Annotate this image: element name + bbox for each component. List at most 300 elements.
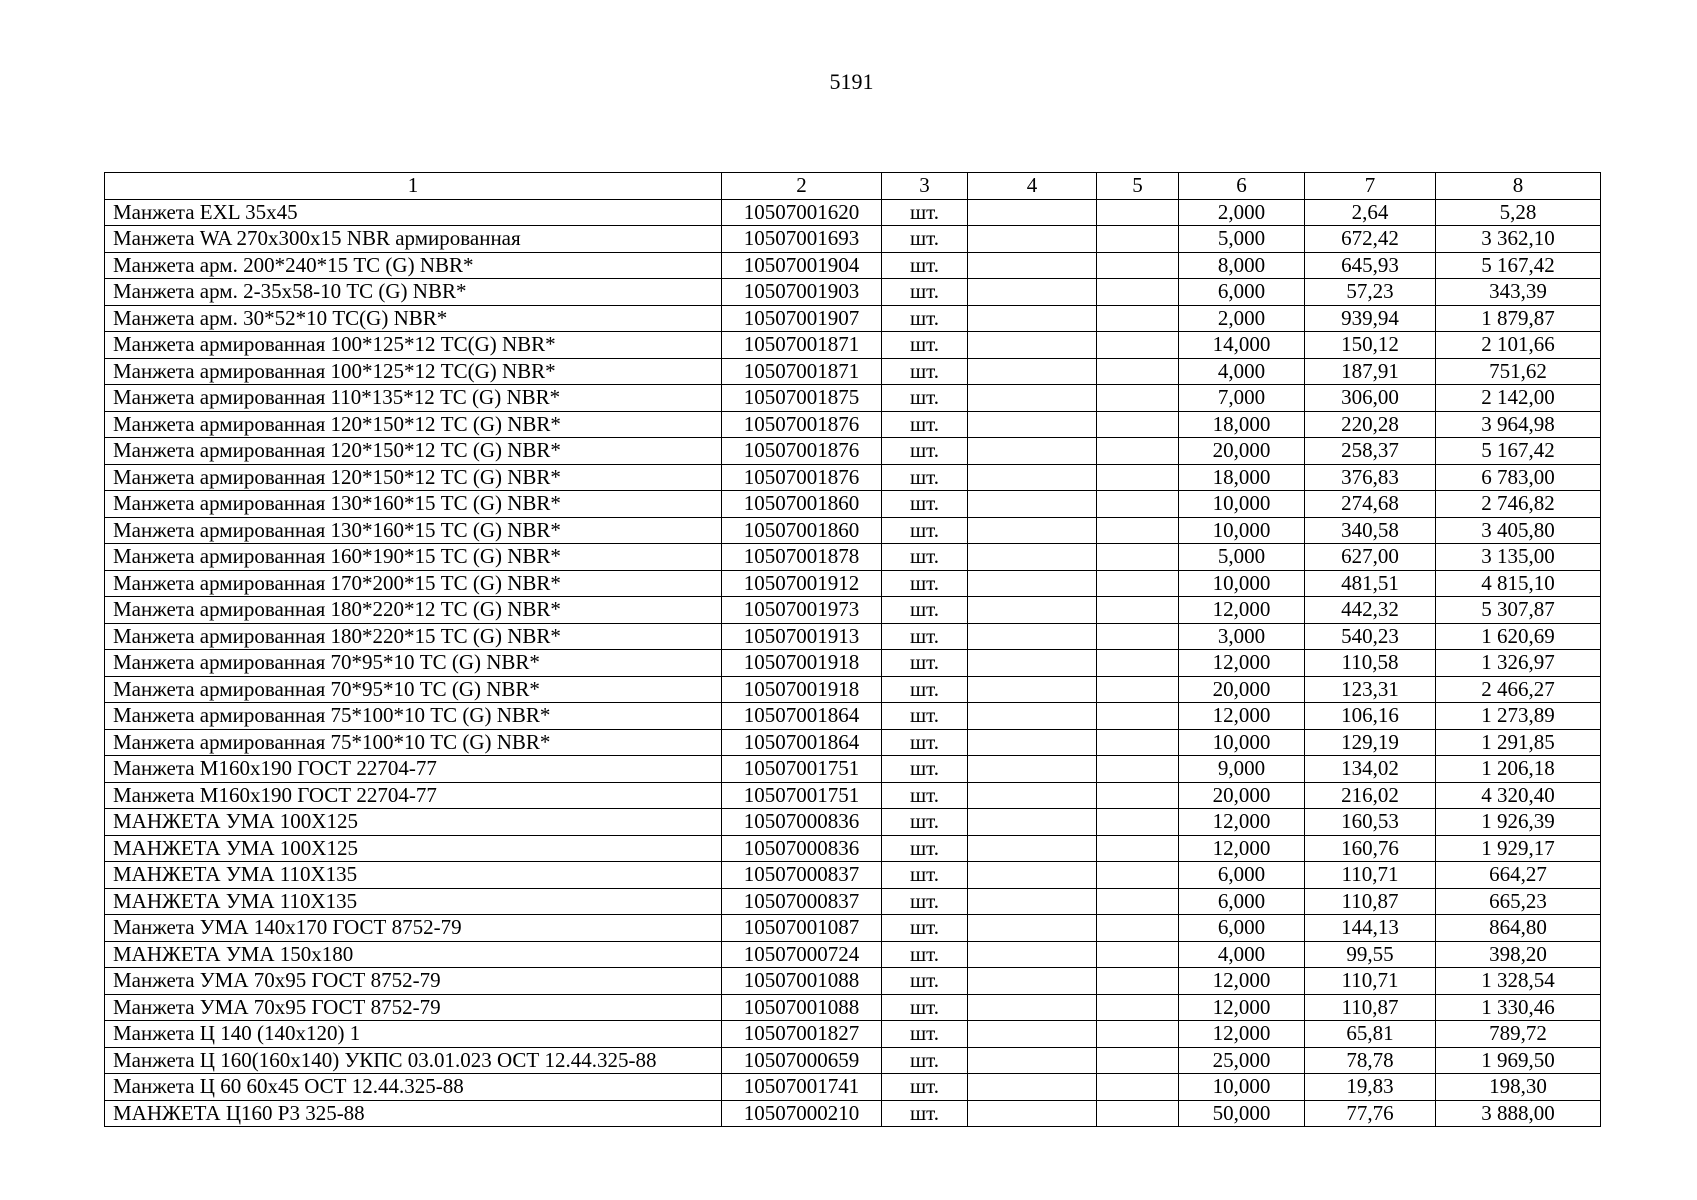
item-price-cell: 129,19 — [1305, 729, 1436, 756]
table-row — [105, 570, 1601, 597]
item-unit-cell: шт. — [882, 809, 968, 836]
item-unit-cell: шт. — [882, 279, 968, 306]
item-quantity-cell: 18,000 — [1179, 411, 1305, 438]
table-row — [105, 279, 1601, 306]
item-quantity-cell: 6,000 — [1179, 279, 1305, 306]
item-sum-cell: 3 405,80 — [1436, 517, 1601, 544]
item-code-cell: 10507001620 — [722, 199, 882, 226]
item-col4-cell — [968, 279, 1097, 306]
item-unit-cell: шт. — [882, 491, 968, 518]
item-col4-cell — [968, 411, 1097, 438]
item-price-cell: 481,51 — [1305, 570, 1436, 597]
table-row — [105, 835, 1601, 862]
item-sum-cell: 5 167,42 — [1436, 438, 1601, 465]
item-quantity-cell: 12,000 — [1179, 809, 1305, 836]
item-quantity-cell: 5,000 — [1179, 226, 1305, 253]
item-name-cell: Манжета армированная 100*125*12 TC(G) NBR* — [105, 332, 722, 359]
item-col4-cell — [968, 994, 1097, 1021]
item-col4-cell — [968, 1047, 1097, 1074]
item-code-cell: 10507001903 — [722, 279, 882, 306]
item-col5-cell — [1097, 941, 1179, 968]
item-sum-cell: 1 330,46 — [1436, 994, 1601, 1021]
item-name-cell: Манжета армированная 170*200*15 TC (G) NBR* — [105, 570, 722, 597]
table-row — [105, 438, 1601, 465]
item-unit-cell: шт. — [882, 1047, 968, 1074]
item-sum-cell: 398,20 — [1436, 941, 1601, 968]
item-code-cell: 10507001871 — [722, 332, 882, 359]
item-col4-cell — [968, 968, 1097, 995]
item-name-cell: МАНЖЕТА Ц160 Р3 325-88 — [105, 1100, 722, 1127]
item-quantity-cell: 12,000 — [1179, 968, 1305, 995]
item-price-cell: 220,28 — [1305, 411, 1436, 438]
item-col5-cell — [1097, 570, 1179, 597]
item-col5-cell — [1097, 915, 1179, 942]
item-quantity-cell: 5,000 — [1179, 544, 1305, 571]
item-unit-cell: шт. — [882, 676, 968, 703]
item-code-cell: 10507001876 — [722, 438, 882, 465]
item-quantity-cell: 2,000 — [1179, 199, 1305, 226]
item-col4-cell — [968, 1100, 1097, 1127]
item-name-cell: МАНЖЕТА УМА 100Х125 — [105, 835, 722, 862]
item-unit-cell: шт. — [882, 517, 968, 544]
item-quantity-cell: 20,000 — [1179, 438, 1305, 465]
header-col-2: 2 — [722, 173, 882, 200]
item-name-cell: Манжета Ц 140 (140х120) 1 — [105, 1021, 722, 1048]
item-unit-cell: шт. — [882, 994, 968, 1021]
item-name-cell: Манжета армированная 70*95*10 TC (G) NBR* — [105, 676, 722, 703]
item-unit-cell: шт. — [882, 915, 968, 942]
item-sum-cell: 1 929,17 — [1436, 835, 1601, 862]
item-code-cell: 10507001864 — [722, 703, 882, 730]
table-row — [105, 888, 1601, 915]
table-row — [105, 1100, 1601, 1127]
table-row — [105, 544, 1601, 571]
item-unit-cell: шт. — [882, 438, 968, 465]
table-row — [105, 676, 1601, 703]
item-quantity-cell: 2,000 — [1179, 305, 1305, 332]
item-col4-cell — [968, 650, 1097, 677]
item-unit-cell: шт. — [882, 862, 968, 889]
header-col-5: 5 — [1097, 173, 1179, 200]
item-code-cell: 10507001088 — [722, 994, 882, 1021]
item-quantity-cell: 12,000 — [1179, 650, 1305, 677]
item-name-cell: Манжета армированная 120*150*12 TC (G) NBR* — [105, 438, 722, 465]
item-code-cell: 10507001912 — [722, 570, 882, 597]
item-col5-cell — [1097, 650, 1179, 677]
item-sum-cell: 751,62 — [1436, 358, 1601, 385]
item-col4-cell — [968, 464, 1097, 491]
item-code-cell: 10507001751 — [722, 756, 882, 783]
item-unit-cell: шт. — [882, 464, 968, 491]
item-quantity-cell: 9,000 — [1179, 756, 1305, 783]
item-unit-cell: шт. — [882, 226, 968, 253]
item-col5-cell — [1097, 782, 1179, 809]
item-sum-cell: 1 273,89 — [1436, 703, 1601, 730]
item-quantity-cell: 12,000 — [1179, 597, 1305, 624]
item-col5-cell — [1097, 226, 1179, 253]
item-col5-cell — [1097, 729, 1179, 756]
item-col4-cell — [968, 835, 1097, 862]
item-code-cell: 10507001913 — [722, 623, 882, 650]
item-code-cell: 10507001878 — [722, 544, 882, 571]
item-quantity-cell: 14,000 — [1179, 332, 1305, 359]
table-row — [105, 385, 1601, 412]
item-price-cell: 65,81 — [1305, 1021, 1436, 1048]
item-unit-cell: шт. — [882, 729, 968, 756]
item-unit-cell: шт. — [882, 756, 968, 783]
item-col5-cell — [1097, 1100, 1179, 1127]
item-sum-cell: 1 969,50 — [1436, 1047, 1601, 1074]
table-row — [105, 226, 1601, 253]
item-price-cell: 110,87 — [1305, 994, 1436, 1021]
item-col5-cell — [1097, 597, 1179, 624]
table-row — [105, 332, 1601, 359]
item-quantity-cell: 25,000 — [1179, 1047, 1305, 1074]
item-unit-cell: шт. — [882, 358, 968, 385]
item-price-cell: 78,78 — [1305, 1047, 1436, 1074]
item-code-cell: 10507001907 — [722, 305, 882, 332]
item-sum-cell: 1 326,97 — [1436, 650, 1601, 677]
item-price-cell: 376,83 — [1305, 464, 1436, 491]
item-sum-cell: 4 320,40 — [1436, 782, 1601, 809]
item-unit-cell: шт. — [882, 782, 968, 809]
item-col5-cell — [1097, 1074, 1179, 1101]
item-sum-cell: 5,28 — [1436, 199, 1601, 226]
item-code-cell: 10507001876 — [722, 411, 882, 438]
item-price-cell: 134,02 — [1305, 756, 1436, 783]
item-code-cell: 10507000836 — [722, 835, 882, 862]
item-col4-cell — [968, 358, 1097, 385]
item-name-cell: Манжета армированная 130*160*15 TC (G) NBR* — [105, 491, 722, 518]
table-row — [105, 1047, 1601, 1074]
item-col5-cell — [1097, 358, 1179, 385]
item-code-cell: 10507001693 — [722, 226, 882, 253]
item-quantity-cell: 12,000 — [1179, 835, 1305, 862]
table-row — [105, 623, 1601, 650]
item-quantity-cell: 12,000 — [1179, 1021, 1305, 1048]
item-code-cell: 10507001875 — [722, 385, 882, 412]
table-row — [105, 411, 1601, 438]
item-code-cell: 10507001904 — [722, 252, 882, 279]
item-quantity-cell: 18,000 — [1179, 464, 1305, 491]
item-code-cell: 10507000837 — [722, 888, 882, 915]
item-col4-cell — [968, 332, 1097, 359]
item-price-cell: 274,68 — [1305, 491, 1436, 518]
item-quantity-cell: 4,000 — [1179, 941, 1305, 968]
table-row — [105, 703, 1601, 730]
item-code-cell: 10507001827 — [722, 1021, 882, 1048]
item-unit-cell: шт. — [882, 1021, 968, 1048]
item-name-cell: Манжета WA 270х300х15 NBR армированная — [105, 226, 722, 253]
item-quantity-cell: 10,000 — [1179, 1074, 1305, 1101]
item-code-cell: 10507000659 — [722, 1047, 882, 1074]
item-unit-cell: шт. — [882, 835, 968, 862]
item-code-cell: 10507001918 — [722, 676, 882, 703]
item-name-cell: Манжета армированная 160*190*15 TC (G) NBR* — [105, 544, 722, 571]
item-unit-cell: шт. — [882, 888, 968, 915]
item-code-cell: 10507000836 — [722, 809, 882, 836]
item-col4-cell — [968, 438, 1097, 465]
item-unit-cell: шт. — [882, 199, 968, 226]
item-col5-cell — [1097, 464, 1179, 491]
item-code-cell: 10507001860 — [722, 517, 882, 544]
table-row — [105, 809, 1601, 836]
item-unit-cell: шт. — [882, 411, 968, 438]
item-col5-cell — [1097, 332, 1179, 359]
materials-table — [104, 172, 1601, 1127]
item-quantity-cell: 8,000 — [1179, 252, 1305, 279]
item-col5-cell — [1097, 279, 1179, 306]
item-price-cell: 110,71 — [1305, 862, 1436, 889]
item-name-cell: Манжета УМА 70х95 ГОСТ 8752-79 — [105, 994, 722, 1021]
item-col4-cell — [968, 756, 1097, 783]
item-price-cell: 306,00 — [1305, 385, 1436, 412]
item-price-cell: 939,94 — [1305, 305, 1436, 332]
item-sum-cell: 1 926,39 — [1436, 809, 1601, 836]
item-quantity-cell: 20,000 — [1179, 782, 1305, 809]
item-name-cell: Манжета армированная 120*150*12 TC (G) NBR* — [105, 464, 722, 491]
item-price-cell: 160,76 — [1305, 835, 1436, 862]
item-unit-cell: шт. — [882, 703, 968, 730]
item-col5-cell — [1097, 517, 1179, 544]
item-price-cell: 672,42 — [1305, 226, 1436, 253]
item-quantity-cell: 6,000 — [1179, 915, 1305, 942]
item-sum-cell: 198,30 — [1436, 1074, 1601, 1101]
item-name-cell: Манжета М160х190 ГОСТ 22704-77 — [105, 756, 722, 783]
item-col4-cell — [968, 782, 1097, 809]
item-col5-cell — [1097, 888, 1179, 915]
item-sum-cell: 5 307,87 — [1436, 597, 1601, 624]
item-name-cell: Манжета арм. 200*240*15 TC (G) NBR* — [105, 252, 722, 279]
table-row — [105, 491, 1601, 518]
item-sum-cell: 3 362,10 — [1436, 226, 1601, 253]
item-name-cell: Манжета армированная 100*125*12 TC(G) NBR* — [105, 358, 722, 385]
item-name-cell: Манжета Ц 160(160х140) УКПС 03.01.023 ОСТ 12.44.325-88 — [105, 1047, 722, 1074]
item-price-cell: 258,37 — [1305, 438, 1436, 465]
item-sum-cell: 1 620,69 — [1436, 623, 1601, 650]
item-unit-cell: шт. — [882, 597, 968, 624]
item-price-cell: 110,71 — [1305, 968, 1436, 995]
item-name-cell: Манжета Ц 60 60х45 ОСТ 12.44.325-88 — [105, 1074, 722, 1101]
item-name-cell: Манжета УМА 140х170 ГОСТ 8752-79 — [105, 915, 722, 942]
item-quantity-cell: 10,000 — [1179, 517, 1305, 544]
table-body — [105, 199, 1601, 1127]
header-col-6: 6 — [1179, 173, 1305, 200]
item-quantity-cell: 10,000 — [1179, 729, 1305, 756]
item-price-cell: 340,58 — [1305, 517, 1436, 544]
header-col-8: 8 — [1436, 173, 1601, 200]
item-col4-cell — [968, 491, 1097, 518]
header-col-4: 4 — [968, 173, 1097, 200]
table-row — [105, 782, 1601, 809]
table-row — [105, 729, 1601, 756]
item-name-cell: Манжета армированная 75*100*10 TC (G) NBR* — [105, 729, 722, 756]
item-col5-cell — [1097, 623, 1179, 650]
item-price-cell: 645,93 — [1305, 252, 1436, 279]
item-price-cell: 57,23 — [1305, 279, 1436, 306]
item-col4-cell — [968, 544, 1097, 571]
item-sum-cell: 3 964,98 — [1436, 411, 1601, 438]
item-col5-cell — [1097, 994, 1179, 1021]
item-sum-cell: 664,27 — [1436, 862, 1601, 889]
item-price-cell: 144,13 — [1305, 915, 1436, 942]
table-row — [105, 305, 1601, 332]
item-code-cell: 10507001918 — [722, 650, 882, 677]
item-col4-cell — [968, 199, 1097, 226]
item-col4-cell — [968, 570, 1097, 597]
item-col4-cell — [968, 862, 1097, 889]
item-col4-cell — [968, 623, 1097, 650]
item-sum-cell: 2 466,27 — [1436, 676, 1601, 703]
item-quantity-cell: 12,000 — [1179, 994, 1305, 1021]
item-sum-cell: 2 142,00 — [1436, 385, 1601, 412]
item-price-cell: 187,91 — [1305, 358, 1436, 385]
item-price-cell: 106,16 — [1305, 703, 1436, 730]
item-name-cell: Манжета М160х190 ГОСТ 22704-77 — [105, 782, 722, 809]
item-col4-cell — [968, 1074, 1097, 1101]
item-name-cell: Манжета армированная 130*160*15 TC (G) NBR* — [105, 517, 722, 544]
item-name-cell: Манжета армированная 110*135*12 TC (G) NBR* — [105, 385, 722, 412]
item-unit-cell: шт. — [882, 570, 968, 597]
item-name-cell: Манжета EXL 35х45 — [105, 199, 722, 226]
item-unit-cell: шт. — [882, 1100, 968, 1127]
item-price-cell: 19,83 — [1305, 1074, 1436, 1101]
item-col5-cell — [1097, 411, 1179, 438]
header-col-7: 7 — [1305, 173, 1436, 200]
item-code-cell: 10507001864 — [722, 729, 882, 756]
item-code-cell: 10507001751 — [722, 782, 882, 809]
header-col-1: 1 — [105, 173, 722, 200]
item-quantity-cell: 10,000 — [1179, 570, 1305, 597]
item-col4-cell — [968, 915, 1097, 942]
item-sum-cell: 1 328,54 — [1436, 968, 1601, 995]
item-unit-cell: шт. — [882, 650, 968, 677]
item-col5-cell — [1097, 438, 1179, 465]
item-sum-cell: 789,72 — [1436, 1021, 1601, 1048]
item-col4-cell — [968, 517, 1097, 544]
item-col4-cell — [968, 1021, 1097, 1048]
table-row — [105, 1074, 1601, 1101]
item-unit-cell: шт. — [882, 332, 968, 359]
table-row — [105, 994, 1601, 1021]
item-name-cell: МАНЖЕТА УМА 100Х125 — [105, 809, 722, 836]
item-price-cell: 2,64 — [1305, 199, 1436, 226]
item-name-cell: Манжета армированная 180*220*12 TC (G) NBR* — [105, 597, 722, 624]
item-code-cell: 10507001860 — [722, 491, 882, 518]
item-col5-cell — [1097, 491, 1179, 518]
item-col5-cell — [1097, 1021, 1179, 1048]
item-quantity-cell: 4,000 — [1179, 358, 1305, 385]
item-quantity-cell: 50,000 — [1179, 1100, 1305, 1127]
item-code-cell: 10507001741 — [722, 1074, 882, 1101]
item-code-cell: 10507000837 — [722, 862, 882, 889]
item-col4-cell — [968, 305, 1097, 332]
table-row — [105, 650, 1601, 677]
item-unit-cell: шт. — [882, 385, 968, 412]
table-row — [105, 517, 1601, 544]
item-col5-cell — [1097, 1047, 1179, 1074]
item-price-cell: 150,12 — [1305, 332, 1436, 359]
item-sum-cell: 4 815,10 — [1436, 570, 1601, 597]
item-unit-cell: шт. — [882, 968, 968, 995]
item-sum-cell: 2 101,66 — [1436, 332, 1601, 359]
item-price-cell: 123,31 — [1305, 676, 1436, 703]
item-name-cell: МАНЖЕТА УМА 110Х135 — [105, 862, 722, 889]
item-sum-cell: 6 783,00 — [1436, 464, 1601, 491]
table-row — [105, 199, 1601, 226]
item-col4-cell — [968, 226, 1097, 253]
item-price-cell: 99,55 — [1305, 941, 1436, 968]
item-quantity-cell: 20,000 — [1179, 676, 1305, 703]
item-price-cell: 110,58 — [1305, 650, 1436, 677]
item-unit-cell: шт. — [882, 252, 968, 279]
item-name-cell: МАНЖЕТА УМА 150х180 — [105, 941, 722, 968]
item-sum-cell: 1 879,87 — [1436, 305, 1601, 332]
item-name-cell: Манжета армированная 180*220*15 TC (G) NBR* — [105, 623, 722, 650]
item-col5-cell — [1097, 809, 1179, 836]
item-quantity-cell: 3,000 — [1179, 623, 1305, 650]
item-name-cell: МАНЖЕТА УМА 110Х135 — [105, 888, 722, 915]
item-col4-cell — [968, 703, 1097, 730]
item-col5-cell — [1097, 676, 1179, 703]
item-col5-cell — [1097, 252, 1179, 279]
item-price-cell: 216,02 — [1305, 782, 1436, 809]
item-code-cell: 10507001876 — [722, 464, 882, 491]
item-code-cell: 10507000210 — [722, 1100, 882, 1127]
item-unit-cell: шт. — [882, 941, 968, 968]
item-col5-cell — [1097, 199, 1179, 226]
item-col5-cell — [1097, 835, 1179, 862]
item-sum-cell: 5 167,42 — [1436, 252, 1601, 279]
table-row — [105, 941, 1601, 968]
item-sum-cell: 864,80 — [1436, 915, 1601, 942]
item-price-cell: 110,87 — [1305, 888, 1436, 915]
item-quantity-cell: 7,000 — [1179, 385, 1305, 412]
page-number-text: 5191 — [829, 69, 874, 94]
item-price-cell: 442,32 — [1305, 597, 1436, 624]
item-col5-cell — [1097, 544, 1179, 571]
item-sum-cell: 3 888,00 — [1436, 1100, 1601, 1127]
item-name-cell: Манжета арм. 30*52*10 TC(G) NBR* — [105, 305, 722, 332]
item-col4-cell — [968, 941, 1097, 968]
item-code-cell: 10507000724 — [722, 941, 882, 968]
item-col4-cell — [968, 729, 1097, 756]
table-row — [105, 915, 1601, 942]
item-price-cell: 540,23 — [1305, 623, 1436, 650]
table-row — [105, 862, 1601, 889]
item-sum-cell: 1 291,85 — [1436, 729, 1601, 756]
item-unit-cell: шт. — [882, 623, 968, 650]
item-price-cell: 627,00 — [1305, 544, 1436, 571]
item-code-cell: 10507001088 — [722, 968, 882, 995]
item-col5-cell — [1097, 703, 1179, 730]
item-name-cell: Манжета армированная 75*100*10 TC (G) NBR* — [105, 703, 722, 730]
item-unit-cell: шт. — [882, 305, 968, 332]
item-name-cell: Манжета армированная 70*95*10 TC (G) NBR* — [105, 650, 722, 677]
item-sum-cell: 3 135,00 — [1436, 544, 1601, 571]
item-price-cell: 77,76 — [1305, 1100, 1436, 1127]
item-col4-cell — [968, 252, 1097, 279]
item-quantity-cell: 6,000 — [1179, 888, 1305, 915]
table-row — [105, 1021, 1601, 1048]
item-name-cell: Манжета арм. 2-35х58-10 TC (G) NBR* — [105, 279, 722, 306]
item-sum-cell: 1 206,18 — [1436, 756, 1601, 783]
item-col5-cell — [1097, 756, 1179, 783]
item-quantity-cell: 12,000 — [1179, 703, 1305, 730]
item-col4-cell — [968, 597, 1097, 624]
table-row — [105, 252, 1601, 279]
item-col4-cell — [968, 385, 1097, 412]
